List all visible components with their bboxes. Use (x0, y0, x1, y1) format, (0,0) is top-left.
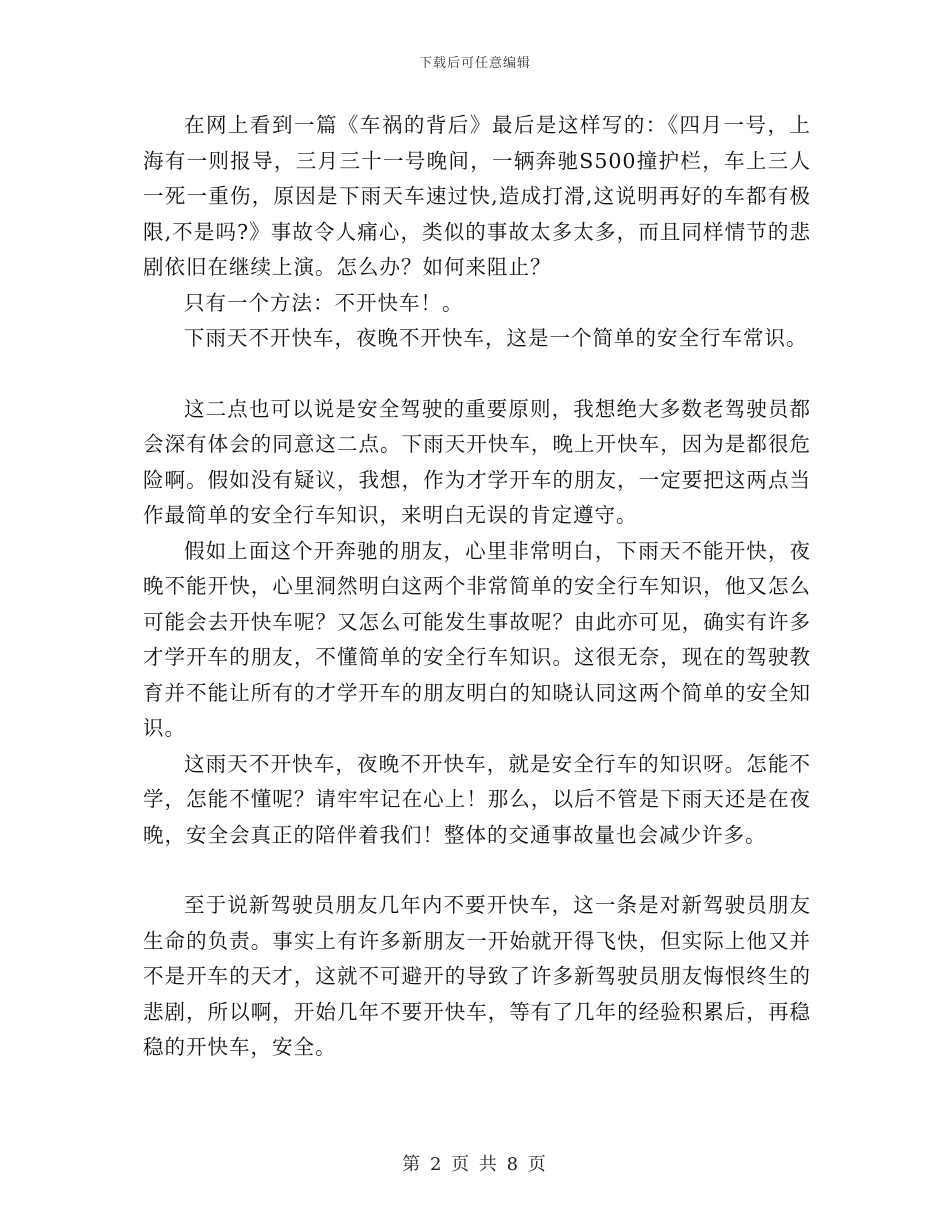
paragraph-2: 只有一个方法：不开快车！。 (184, 290, 464, 315)
paragraph-7: 至于说新驾驶员朋友几年内不要开快车，这一条是对新驾驶员朋友生命的负责。事实上有许多新朋友一开始就开得飞快，但实际上他又并不是开车的天才，这就不可避开的导致了许多新驾驶员朋友悔恨终生的悲剧，所以啊，开始几年不要开快车，等有了几年的经验积累后，再稳稳的开快车，安全。 (143, 893, 811, 1059)
page-number: 第 2 页 共 8 页 (402, 1154, 548, 1175)
paragraph-5: 假如上面这个开奔驰的朋友，心里非常明白，下雨天不能开快，夜晚不能开快，心里洞然明白这两个非常简单的安全行车知识，他又怎么可能会去开快车呢？又怎么可能发生事故呢？由此亦可见，确实有许多才学开车的朋友，不懂简单的安全行车知识。这很无奈，现在的驾驶教育并不能让所有的才学开车的朋友明白的知晓认同这两个简单的安全知识。 (143, 538, 811, 740)
paragraph-gap (143, 357, 811, 392)
paragraph-gap (143, 853, 811, 888)
paragraph-3: 下雨天不开快车，夜晚不开快车，这是一个简单的安全行车常识。 (184, 326, 808, 350)
paragraph-6: 这雨天不开快车，夜晚不开快车，就是安全行车的知识呀。怎能不学，怎能不懂呢？请牢牢记在心上！那么，以后不管是下雨天还是在夜晚，安全会真正的陪伴着我们！整体的交通事故量也会减少许多。 (143, 751, 811, 847)
paragraph-1: 在网上看到一篇《车祸的背后》最后是这样写的：《四月一号，上海有一则报导，三月三十一号晚间，一辆奔驰S500撞护栏，车上三人一死一重伤，原因是下雨天车速过快,造成打滑,这说明再好的车都有极限,不是吗?》事故令人痛心，类似的事故太多太多，而且同样情节的悲剧依旧在继续上演。怎么办？如何来阻止？ (143, 113, 811, 279)
document-body (143, 108, 811, 1066)
paragraph-4: 这二点也可以说是安全驾驶的重要原则，我想绝大多数老驾驶员都会深有体会的同意这二点。下雨天开快车，晚上开快车，因为是都很危险啊。假如没有疑议，我想，作为才学开车的朋友，一定要把这两点当作最简单的安全行车知识，来明白无误的肯定遵守。 (143, 396, 811, 527)
page-header: 下载后可任意编辑 (418, 56, 531, 71)
